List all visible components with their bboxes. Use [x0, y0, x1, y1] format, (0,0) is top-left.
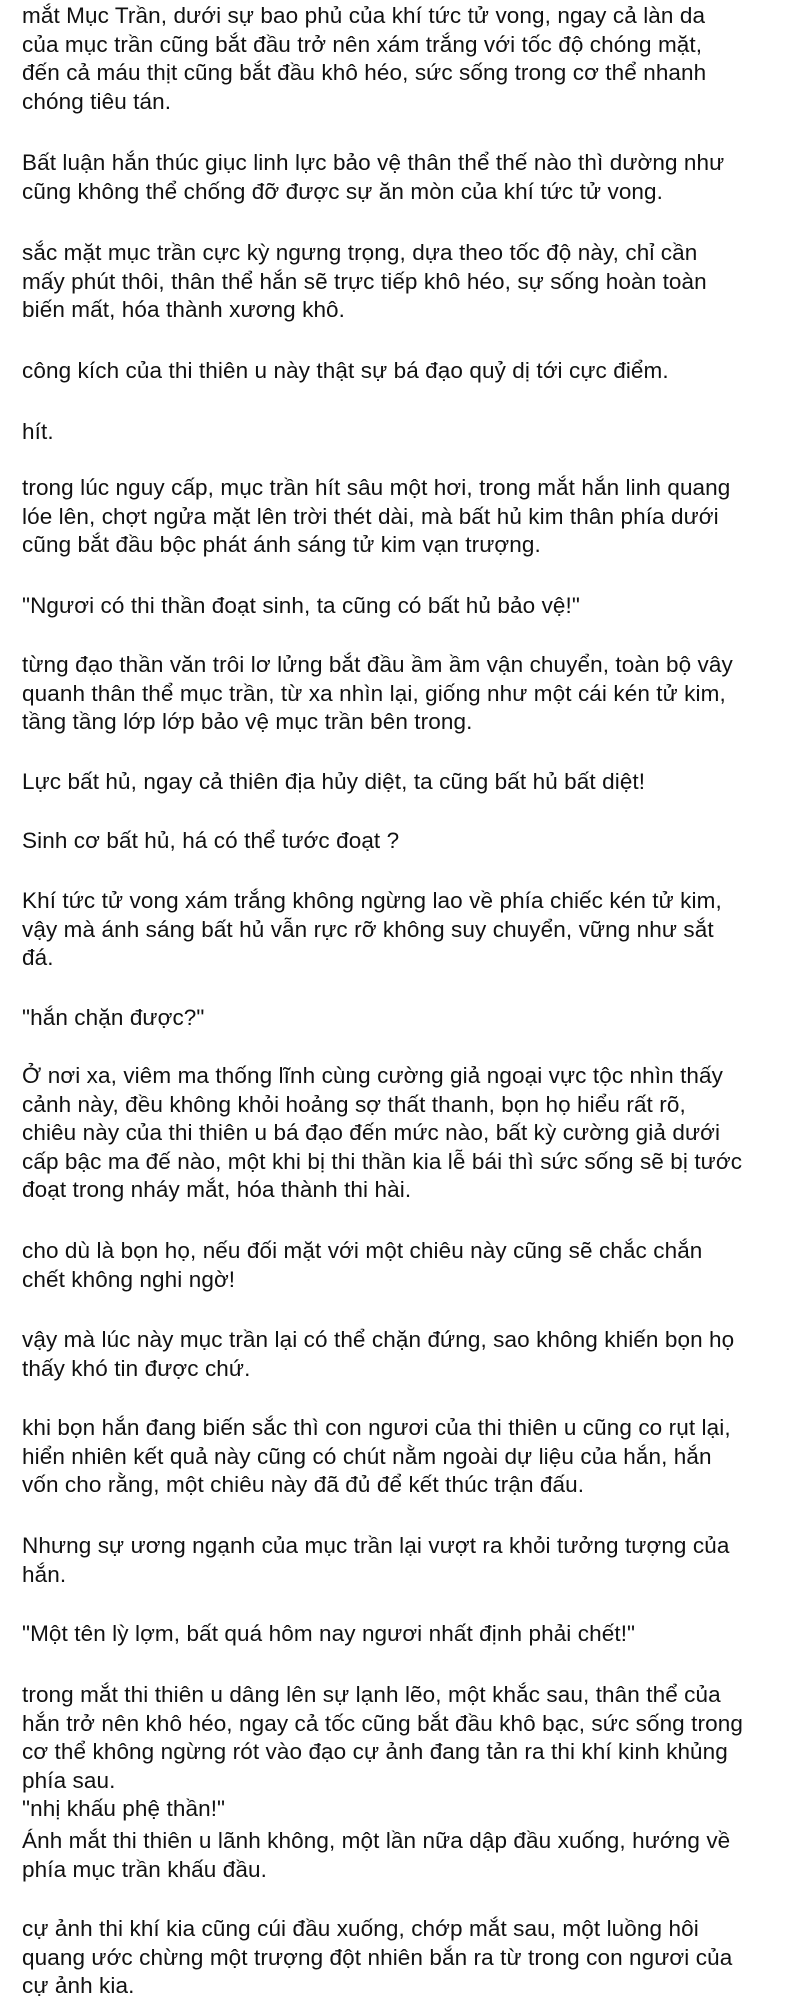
text-line: thấy khó tin được chứ. [22, 1355, 251, 1381]
text-line: từng đạo thần văn trôi lơ lửng bắt đầu ầm ầm vận chuyển, toàn bộ vây [22, 652, 733, 677]
paragraph [22, 474, 790, 560]
paragraph [22, 592, 790, 621]
text-line: "nhị khấu phệ thần!" [22, 1796, 226, 1822]
text-line: hiển nhiên kết quả này cũng có chút nằm ngoài dự liệu của hắn, hắn [22, 1443, 712, 1469]
paragraph [22, 1237, 790, 1294]
text-line: "Ngươi có thi thần đoạt sinh, ta cũng có bất hủ bảo vệ!" [22, 593, 580, 618]
text-line: hắn trở nên khô héo, ngay cả tốc cũng bắt đầu khô bạc, sức sống trong [22, 1710, 743, 1736]
text-line: công kích của thi thiên u này thật sự bá đạo quỷ dị tới cực điểm. [22, 358, 669, 383]
text-line: chóng tiêu tán. [22, 88, 172, 114]
text-line: vậy mà ánh sáng bất hủ vẫn rực rỡ không suy chuyển, vững như sắt [22, 916, 714, 942]
text-line: "hắn chặn được?" [22, 1005, 205, 1030]
text-line: Ánh mắt thi thiên u lãnh không, một lần nữa dập đầu xuống, hướng về [22, 1828, 731, 1853]
text-line: cho dù là bọn họ, nếu đối mặt với một chiêu này cũng sẽ chắc chắn [22, 1238, 703, 1263]
paragraph [22, 651, 790, 737]
paragraph [22, 1827, 790, 1884]
text-line: vậy mà lúc này mục trần lại có thể chặn đứng, sao không khiến bọn họ [22, 1327, 735, 1352]
paragraph [22, 1326, 790, 1383]
text-line: Khí tức tử vong xám trắng không ngừng lao về phía chiếc kén tử kim, [22, 888, 722, 913]
text-line: phía sau. [22, 1767, 116, 1793]
text-line: quanh thân thể mục trần, từ xa nhìn lại, giống như một cái kén tử kim, [22, 680, 726, 706]
text-line: đến cả máu thịt cũng bắt đầu khô héo, sức sống trong cơ thể nhanh [22, 60, 707, 86]
text-line: quang ước chừng một trượng đột nhiên bắn ra từ trong con ngươi của [22, 1944, 733, 1970]
text-line: lóe lên, chợt ngửa mặt lên trời thét dài, mà bất hủ kim thân phía dưới [22, 503, 719, 529]
text-line: Sinh cơ bất hủ, há có thể tước đoạt ? [22, 828, 400, 853]
text-line: trong mắt thi thiên u dâng lên sự lạnh lẽo, một khắc sau, thân thể của [22, 1682, 721, 1707]
paragraph [22, 1414, 790, 1500]
text-line: sắc mặt mục trần cực kỳ ngưng trọng, dựa theo tốc độ này, chỉ cần [22, 240, 698, 265]
paragraph [22, 418, 790, 447]
paragraph [22, 2, 790, 116]
paragraph [22, 768, 790, 797]
text-line: phía mục trần khấu đầu. [22, 1856, 267, 1882]
text-line: của mục trần cũng bắt đầu trở nên xám trắng với tốc độ chóng mặt, [22, 31, 703, 57]
paragraph [22, 1915, 790, 2001]
text-line: biến mất, hóa thành xương khô. [22, 297, 346, 323]
text-line: mắt Mục Trần, dưới sự bao phủ của khí tức tử vong, ngay cả làn da [22, 3, 706, 28]
text-line: "Một tên lỳ lợm, bất quá hôm nay ngươi nhất định phải chết!" [22, 1621, 636, 1646]
text-line: Nhưng sự ương ngạnh của mục trần lại vượt ra khỏi tưởng tượng của [22, 1533, 730, 1558]
paragraph [22, 357, 790, 386]
paragraph [22, 887, 790, 973]
text-line: cự ảnh kia. [22, 1973, 135, 1999]
paragraph [22, 1620, 790, 1649]
text-line: Ở nơi xa, viêm ma thống lĩnh cùng cường giả ngoại vực tộc nhìn thấy [22, 1063, 723, 1088]
text-line: đá. [22, 945, 54, 971]
text-line: cũng bắt đầu bộc phát ánh sáng tử kim vạn trượng. [22, 532, 541, 558]
text-line: cơ thể không ngừng rót vào đạo cự ảnh đang tản ra thi khí kinh khủng [22, 1739, 728, 1765]
text-line: trong lúc nguy cấp, mục trần hít sâu một hơi, trong mắt hắn linh quang [22, 475, 731, 500]
paragraph [22, 827, 790, 856]
paragraph [22, 1062, 790, 1205]
paragraph [22, 1532, 790, 1589]
text-line: Lực bất hủ, ngay cả thiên địa hủy diệt, ta cũng bất hủ bất diệt! [22, 769, 646, 794]
text-line: hít. [22, 419, 54, 444]
text-line: khi bọn hắn đang biến sắc thì con ngươi của thi thiên u cũng co rụt lại, [22, 1415, 731, 1440]
text-line: cấp bậc ma đế nào, một khi bị thi thần kia lễ bái thì sức sống sẽ bị tước [22, 1148, 743, 1174]
text-line: tầng tầng lớp lớp bảo vệ mục trần bên trong. [22, 709, 473, 735]
text-line: hắn. [22, 1561, 67, 1587]
text-line: chết không nghi ngờ! [22, 1266, 236, 1292]
paragraph [22, 149, 790, 206]
text-line: cảnh này, đều không khỏi hoảng sợ thất thanh, bọn họ hiểu rất rõ, [22, 1091, 686, 1117]
text-line: cũng không thể chống đỡ được sự ăn mòn của khí tức tử vong. [22, 178, 664, 204]
paragraph [22, 1681, 790, 1824]
text-line: vốn cho rằng, một chiêu này đã đủ để kết thúc trận đấu. [22, 1472, 585, 1498]
text-line: đoạt trong nháy mắt, hóa thành thi hài. [22, 1177, 412, 1203]
text-line: cự ảnh thi khí kia cũng cúi đầu xuống, chớp mắt sau, một luồng hôi [22, 1916, 699, 1941]
text-line: mấy phút thôi, thân thể hắn sẽ trực tiếp khô héo, sự sống hoàn toàn [22, 268, 707, 294]
text-line: chiêu này của thi thiên u bá đạo đến mức nào, bất kỳ cường giả dưới [22, 1120, 721, 1146]
paragraph [22, 1004, 790, 1033]
text-line: Bất luận hắn thúc giục linh lực bảo vệ thân thể thế nào thì dường như [22, 150, 725, 175]
paragraph [22, 239, 790, 325]
